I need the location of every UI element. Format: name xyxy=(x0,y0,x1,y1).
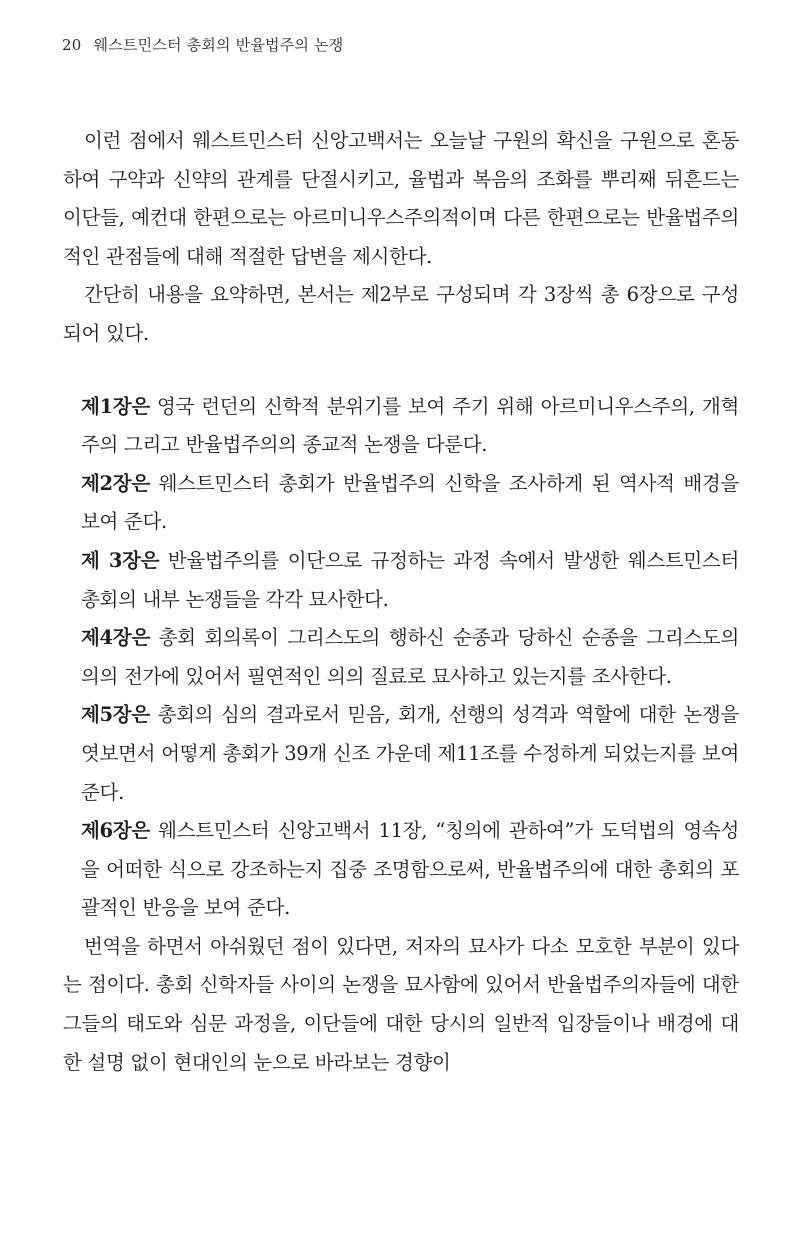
chapter-label: 제5장은 xyxy=(81,703,150,727)
chapter-label: 제2장은 xyxy=(81,471,150,495)
chapter-label: 제4장은 xyxy=(81,626,150,650)
chapter-summary-4 xyxy=(81,619,739,696)
chapter-description: 웨스트민스터 총회가 반율법주의 신학을 조사하게 된 역사적 배경을 보여 준다. xyxy=(81,471,739,534)
chapter-summary-2 xyxy=(81,465,739,542)
running-title: 웨스트민스터 총회의 반율법주의 논쟁 xyxy=(93,36,344,54)
chapter-description: 영국 런던의 신학적 분위기를 보여 주기 위해 아르미니우스주의, 개혁주의 그리고 반율법주의의 종교적 논쟁을 다룬다. xyxy=(81,394,739,457)
chapter-summary-list xyxy=(81,388,739,928)
intro-paragraph-2: 간단히 내용을 요약하면, 본서는 제2부로 구성되며 각 3장씩 총 6장으로 구성되어 있다. xyxy=(63,283,739,345)
chapter-summary-1 xyxy=(81,388,739,465)
chapter-description: 총회의 심의 결과로서 믿음, 회개, 선행의 성격과 역할에 대한 논쟁을 엿보면서 어떻게 총회가 39개 신조 가운데 제11조를 수정하게 되었는지를 보여 준다. xyxy=(81,703,739,804)
chapter-label: 제6장은 xyxy=(81,819,150,843)
chapter-summary-5 xyxy=(81,696,739,812)
intro-paragraph-1: 이런 점에서 웨스트민스터 신앙고백서는 오늘날 구원의 확신을 구원으로 혼동하여 구약과 신약의 관계를 단절시키고, 율법과 복음의 조화를 뿌리째 뒤흔드는 이단들, 예컨대 한편으로는 아르미니우스주의적이며 다른 한편으로는 반율법주의적인 관점들에 대해 적절한 답변을 제시한다. xyxy=(63,129,739,268)
page-number: 20 xyxy=(62,36,82,54)
closing-paragraph: 번역을 하면서 아쉬웠던 점이 있다면, 저자의 묘사가 다소 모호한 부분이 있다는 점이다. 총회 신학자들 사이의 논쟁을 묘사함에 있어서 반율법주의자들에 대한 그들의 태도와 심문 과정을, 이단들에 대한 당시의 일반적 입장들이나 배경에 대한 설명 없이 현대인의 눈으로 바라보는 경향이 xyxy=(63,934,739,1074)
chapter-description: 총회 회의록이 그리스도의 행하신 순종과 당하신 순종을 그리스도의 의의 전가에 있어서 필연적인 의의 질료로 묘사하고 있는지를 조사한다. xyxy=(81,626,739,688)
body-text xyxy=(63,122,739,1082)
chapter-summary-6 xyxy=(81,812,739,928)
chapter-summary-3 xyxy=(81,542,739,619)
chapter-label: 제 3장은 xyxy=(81,548,160,572)
running-header xyxy=(62,34,343,55)
chapter-description: 웨스트민스터 신앙고백서 11장, “칭의에 관하여”가 도덕법의 영속성을 어떠한 식으로 강조하는지 집중 조명함으로써, 반율법주의에 대한 총회의 포괄적인 반응을 보여 준다. xyxy=(81,819,739,920)
chapter-description: 반율법주의를 이단으로 규정하는 과정 속에서 발생한 웨스트민스터 총회의 내부 논쟁들을 각각 묘사한다. xyxy=(81,548,739,611)
chapter-label: 제1장은 xyxy=(81,394,150,418)
